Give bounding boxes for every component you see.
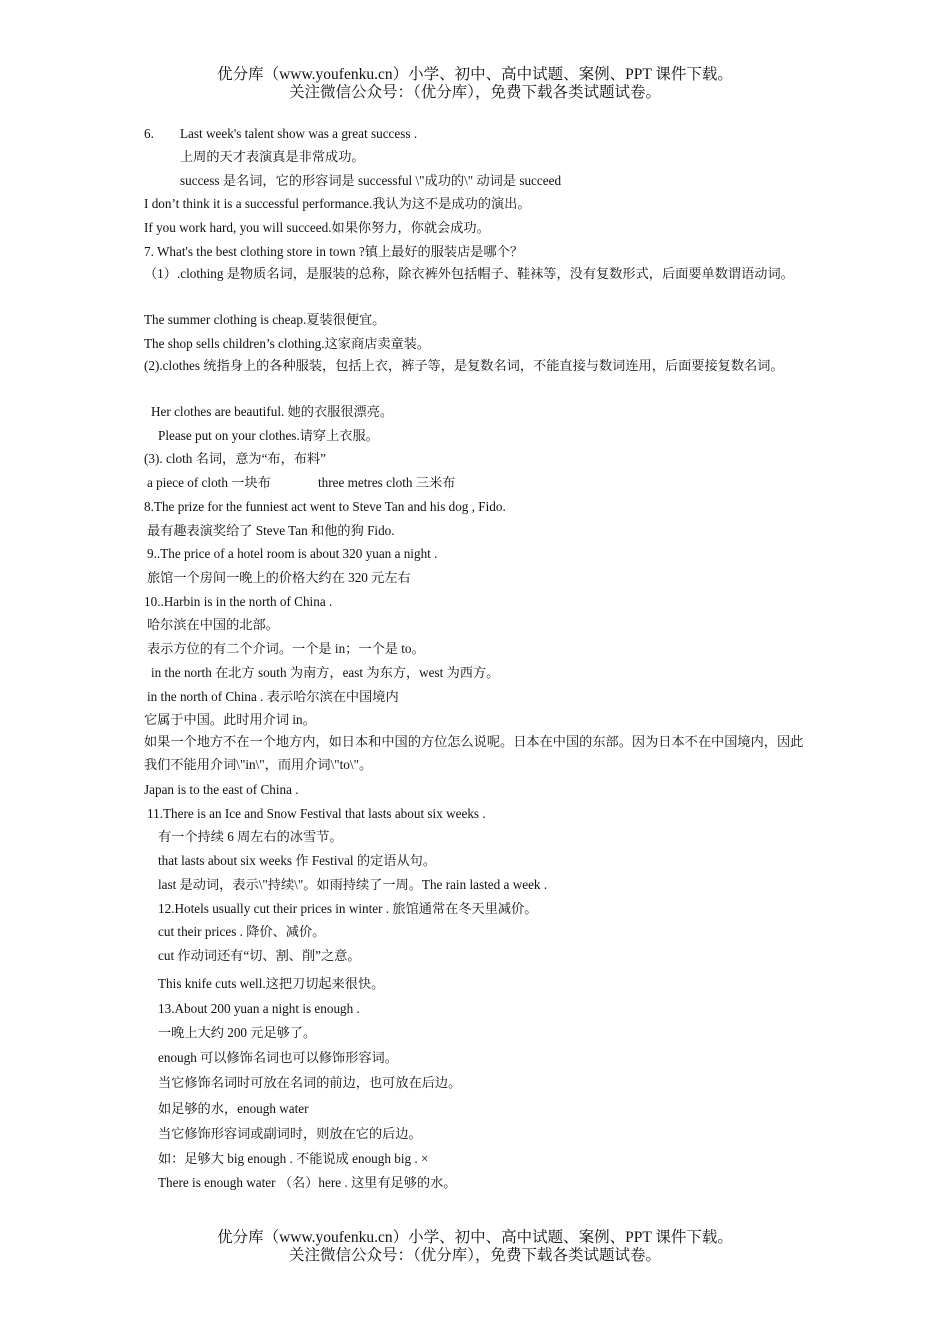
example-line	[147, 471, 812, 494]
text-line: 当它修饰形容词或副词时，则放在它的后边。	[158, 1126, 422, 1141]
text-line: 表示方位的有二个介词。一个是 in；一个是 to。	[147, 641, 425, 656]
text-line: There is enough water （名）here . 这里有足够的水。	[158, 1175, 457, 1190]
item-number: 6.	[144, 126, 154, 141]
footer-line-2: 关注微信公众号：（优分库），免费下载各类试题试卷。	[288, 1247, 661, 1264]
item-9: 9..The price of a hotel room is about 320 yuan a night .	[147, 546, 438, 561]
text-line: in the north 在北方 south 为南方，east 为东方，west 为西方。	[151, 665, 500, 680]
item-12: 12.Hotels usually cut their prices in winter . 旅馆通常在冬天里减价。	[158, 901, 538, 916]
header-line-1: 优分库（www.youfenku.cn）小学、初中、高中试题、案例、PPT 课件下载。	[217, 66, 733, 83]
page-header	[0, 66, 950, 102]
text-line: Please put on your clothes.请穿上衣服。	[158, 428, 379, 443]
sentence-text: Last week's talent show was a great success .	[180, 126, 418, 141]
translation-line: 有一个持续 6 周左右的冰雪节。	[158, 829, 343, 844]
translation-line: 一晚上大约 200 元足够了。	[158, 1025, 317, 1040]
text-paragraph: （1）.clothing 是物质名词，是服装的总称，除衣裤外包括帽子、鞋袜等，没有复数形式，后面要单数谓语动词。	[144, 266, 794, 281]
page-footer	[0, 1229, 950, 1265]
text-line: 当它修饰名词时可放在名词的前边，也可放在后边。	[158, 1075, 462, 1090]
text-line: The shop sells children’s clothing.这家商店卖童装。	[144, 336, 431, 351]
text-paragraph: 如果一个地方不在一个地方内，如日本和中国的方位怎么说呢。日本在中国的东部。因为日本不在中国境内，因此我们不能用介词\"in\"，而用介词\"to\"。	[144, 734, 804, 772]
translation-line: 旅馆一个房间一晚上的价格大约在 320 元左右	[147, 570, 411, 585]
item-6	[144, 122, 809, 145]
text-line: This knife cuts well.这把刀切起来很快。	[158, 976, 385, 991]
text-line: (3). cloth 名词，意为“布，布料”	[144, 451, 327, 466]
item-11: 11.There is an Ice and Snow Festival that lasts about six weeks .	[147, 806, 486, 821]
text-line: 如：足够大 big enough . 不能说成 enough big . ×	[158, 1151, 429, 1166]
item-8: 8.The prize for the funniest act went to Steve Tan and his dog , Fido.	[144, 499, 506, 514]
item-10: 10..Harbin is in the north of China .	[144, 594, 333, 609]
text-line: Her clothes are beautiful. 她的衣服很漂亮。	[151, 404, 394, 419]
text-line: I don’t think it is a successful performance.我认为这不是成功的演出。	[144, 196, 531, 211]
text-line: in the north of China . 表示哈尔滨在中国境内	[147, 689, 399, 704]
text-line: that lasts about six weeks 作 Festival 的定语从句。	[158, 853, 437, 868]
text-line: cut their prices . 降价、减价。	[158, 924, 326, 939]
translation-line: 最有趣表演奖给了 Steve Tan 和他的狗 Fido.	[147, 523, 395, 538]
text-line: 它属于中国。此时用介词 in。	[144, 712, 316, 727]
translation-line: 上周的天才表演真是非常成功。	[180, 149, 365, 164]
text-paragraph: (2).clothes 统指身上的各种服装，包括上衣，裤子等，是复数名词，不能直接与数词连用，后面要接复数名词。	[144, 358, 784, 373]
example-a: a piece of cloth 一块布	[147, 475, 271, 490]
text-line: cut 作动词还有“切、割、削”之意。	[158, 948, 361, 963]
text-line: If you work hard, you will succeed.如果你努力，你就会成功。	[144, 220, 490, 235]
text-line: Japan is to the east of China .	[144, 782, 299, 797]
text-line: 如足够的水，enough water	[158, 1101, 309, 1116]
header-line-2: 关注微信公众号：（优分库），免费下载各类试题试卷。	[288, 84, 661, 101]
example-b: three metres cloth 三米布	[318, 475, 456, 490]
translation-line: 哈尔滨在中国的北部。	[147, 617, 279, 632]
text-line: success 是名词，它的形容词是 successful \"成功的\" 动词是 succeed	[180, 173, 562, 188]
item-13: 13.About 200 yuan a night is enough .	[158, 1001, 360, 1016]
footer-line-1: 优分库（www.youfenku.cn）小学、初中、高中试题、案例、PPT 课件下载。	[217, 1229, 733, 1246]
item-7: 7. What's the best clothing store in town ?镇上最好的服装店是哪个？	[144, 244, 524, 259]
text-line: last 是动词，表示\"持续\"。如雨持续了一周。The rain lasted a week .	[158, 877, 548, 892]
text-line: enough 可以修饰名词也可以修饰形容词。	[158, 1050, 398, 1065]
text-line: The summer clothing is cheap.夏装很便宜。	[144, 312, 386, 327]
